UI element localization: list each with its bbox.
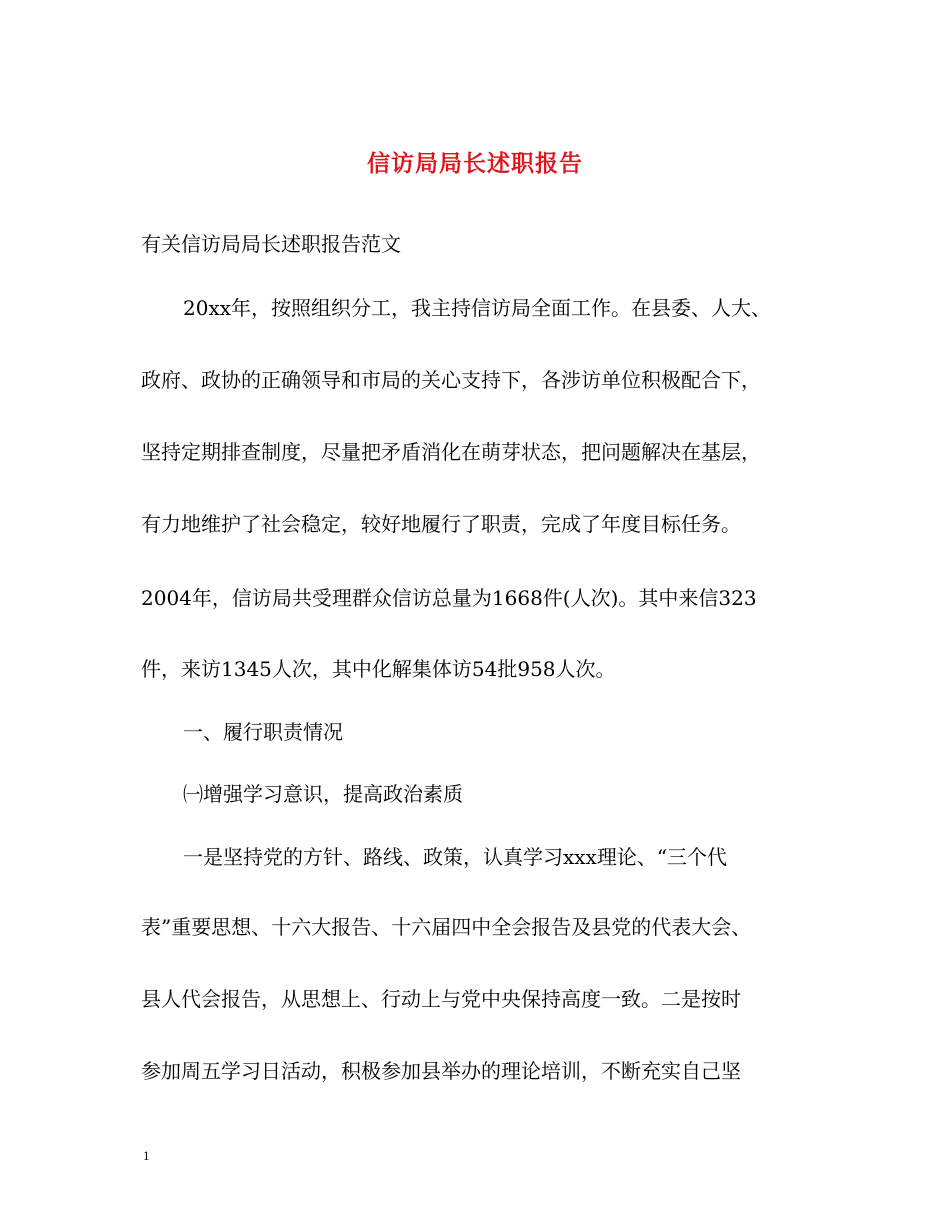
document-title: 信访局局长述职报告 xyxy=(367,150,583,177)
paragraph-line: 2004年，信访局共受理群众信访总量为1668件(人次)。其中来信323 xyxy=(141,586,757,610)
paragraph-line: 参加周五学习日活动，积极参加县举办的理论培训，不断充实自己坚 xyxy=(141,1059,741,1083)
paragraph-line: 坚持定期排查制度，尽量把矛盾消化在萌芽状态，把问题解决在基层， xyxy=(141,440,761,464)
paragraph-line: 政府、政协的正确领导和市局的关心支持下，各涉访单位积极配合下， xyxy=(141,368,761,392)
paragraph-line: 20xx年，按照组织分工，我主持信访局全面工作。在县委、人大、 xyxy=(183,296,772,320)
document-subtitle: 有关信访局局长述职报告范文 xyxy=(141,232,401,256)
subsection-heading: ㈠增强学习意识，提高政治素质 xyxy=(183,782,463,806)
section-heading: 一、履行职责情况 xyxy=(183,720,343,744)
paragraph-line: 表”重要思想、十六大报告、十六届四中全会报告及县党的代表大会、 xyxy=(141,915,752,939)
paragraph-line: 件，来访1345人次，其中化解集体访54批958人次。 xyxy=(141,657,616,681)
paragraph-line: 县人代会报告，从思想上、行动上与党中央保持高度一致。二是按时 xyxy=(141,987,741,1011)
paragraph-line: 一是坚持党的方针、路线、政策，认真学习xxx理论、“三个代 xyxy=(183,845,728,869)
paragraph-line: 有力地维护了社会稳定，较好地履行了职责，完成了年度目标任务。 xyxy=(141,512,741,536)
page-number: 1 xyxy=(143,1148,150,1163)
